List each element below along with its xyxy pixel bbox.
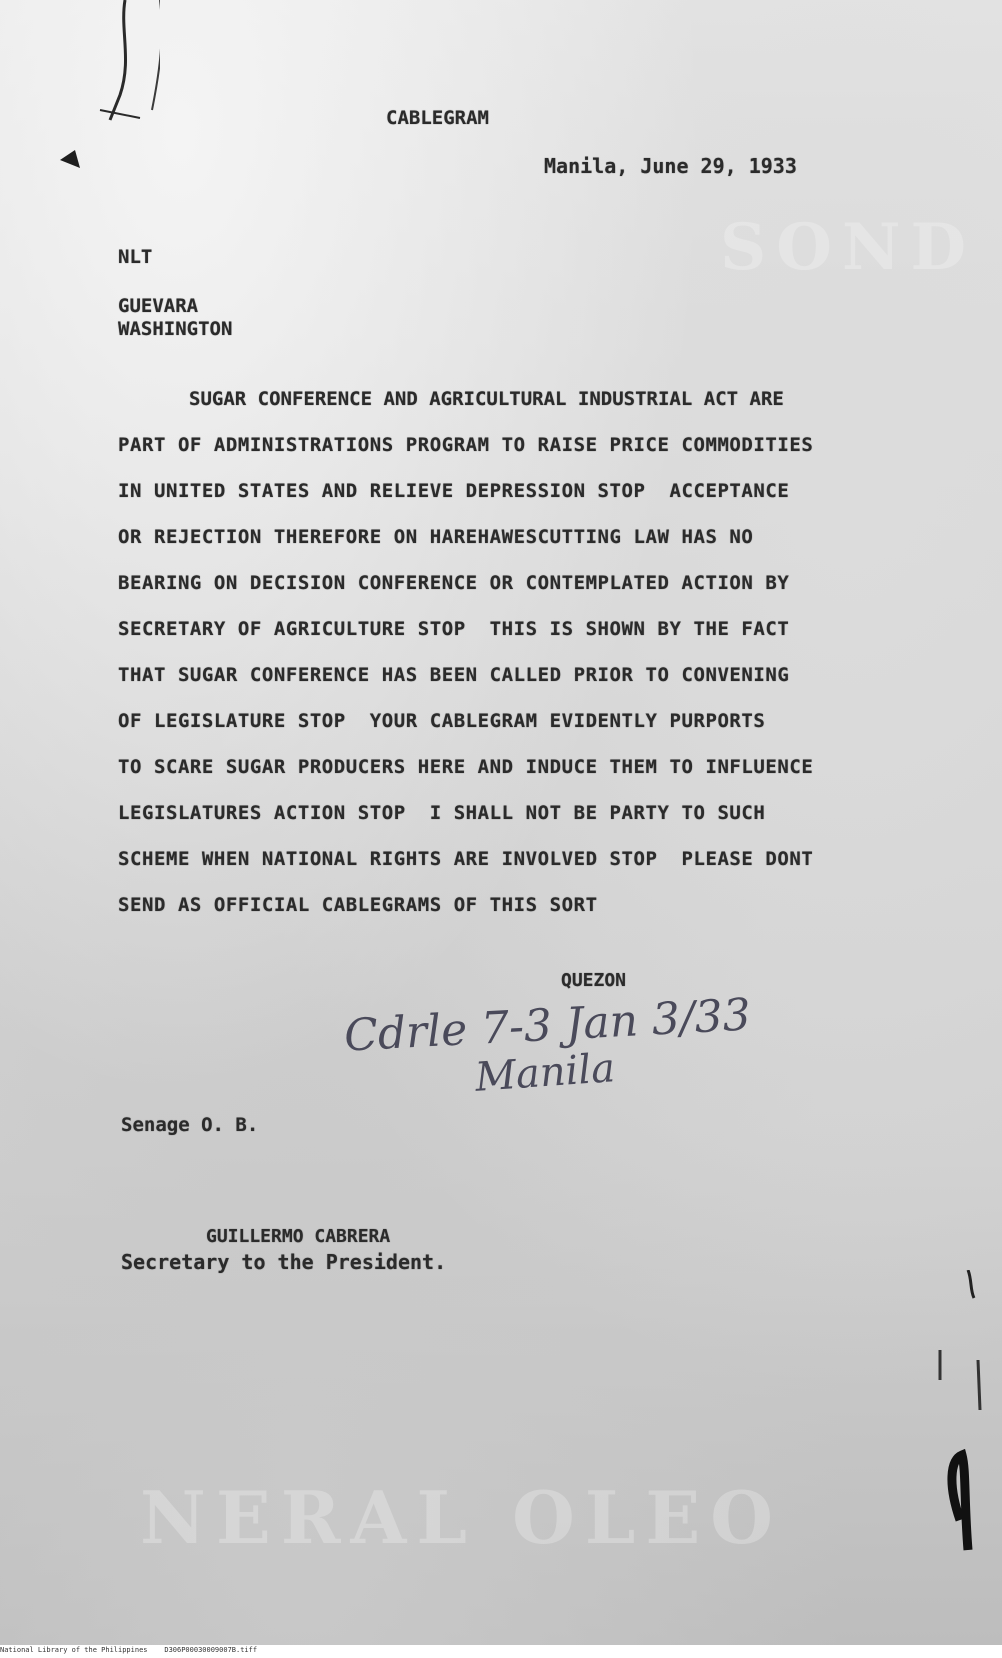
archive-footer: National Library of the Philippines D306P00030009007B.tiff <box>0 1646 258 1654</box>
message-line: OR REJECTION THEREFORE ON HAREHAWESCUTTING LAW HAS NO <box>118 526 754 548</box>
letterhead-ghost-top: SOND <box>720 210 976 285</box>
message-line: BEARING ON DECISION CONFERENCE OR CONTEMPLATED ACTION BY <box>118 572 790 594</box>
message-line: SEND AS OFFICIAL CABLEGRAMS OF THIS SORT <box>118 894 598 916</box>
handwritten-note-line1: Cdrle 7-3 Jan 3/33 <box>342 989 752 1062</box>
message-line: LEGISLATURES ACTION STOP I SHALL NOT BE PARTY TO SUCH <box>118 802 766 824</box>
signature-quezon: QUEZON <box>561 970 627 991</box>
message-line: THAT SUGAR CONFERENCE HAS BEEN CALLED PRIOR TO CONVENING <box>118 664 790 686</box>
message-line: OF LEGISLATURE STOP YOUR CABLEGRAM EVIDENTLY PURPORTS <box>118 710 766 732</box>
binding-marks <box>40 0 160 200</box>
message-line: TO SCARE SUGAR PRODUCERS HERE AND INDUCE THEM TO INFLUENCE <box>118 756 814 778</box>
letterhead-ghost-bottom: NERAL OLEO <box>140 1475 784 1560</box>
handwritten-note-line2: Manila <box>473 1045 617 1101</box>
message-line: SCHEME WHEN NATIONAL RIGHTS ARE INVOLVED STOP PLEASE DONT <box>118 848 814 870</box>
cable-class-code: NLT <box>118 246 153 268</box>
message-line: PART OF ADMINISTRATIONS PROGRAM TO RAISE PRICE COMMODITIES <box>118 434 814 456</box>
sender-title: Secretary to the President. <box>121 1250 447 1274</box>
charge-line: Senage O. B. <box>121 1114 259 1136</box>
message-line: SUGAR CONFERENCE AND AGRICULTURAL INDUSTRIAL ACT ARE <box>189 388 784 410</box>
message-line: SECRETARY OF AGRICULTURE STOP THIS IS SHOWN BY THE FACT <box>118 618 790 640</box>
addressee-name: GUEVARA <box>118 295 199 317</box>
dateline: Manila, June 29, 1933 <box>544 154 797 178</box>
document-title: CABLEGRAM <box>386 107 489 129</box>
sender-name: GUILLERMO CABRERA <box>206 1226 391 1247</box>
edge-marks <box>900 1270 1000 1570</box>
addressee-city: WASHINGTON <box>118 318 233 340</box>
message-line: IN UNITED STATES AND RELIEVE DEPRESSION STOP ACCEPTANCE <box>118 480 790 502</box>
